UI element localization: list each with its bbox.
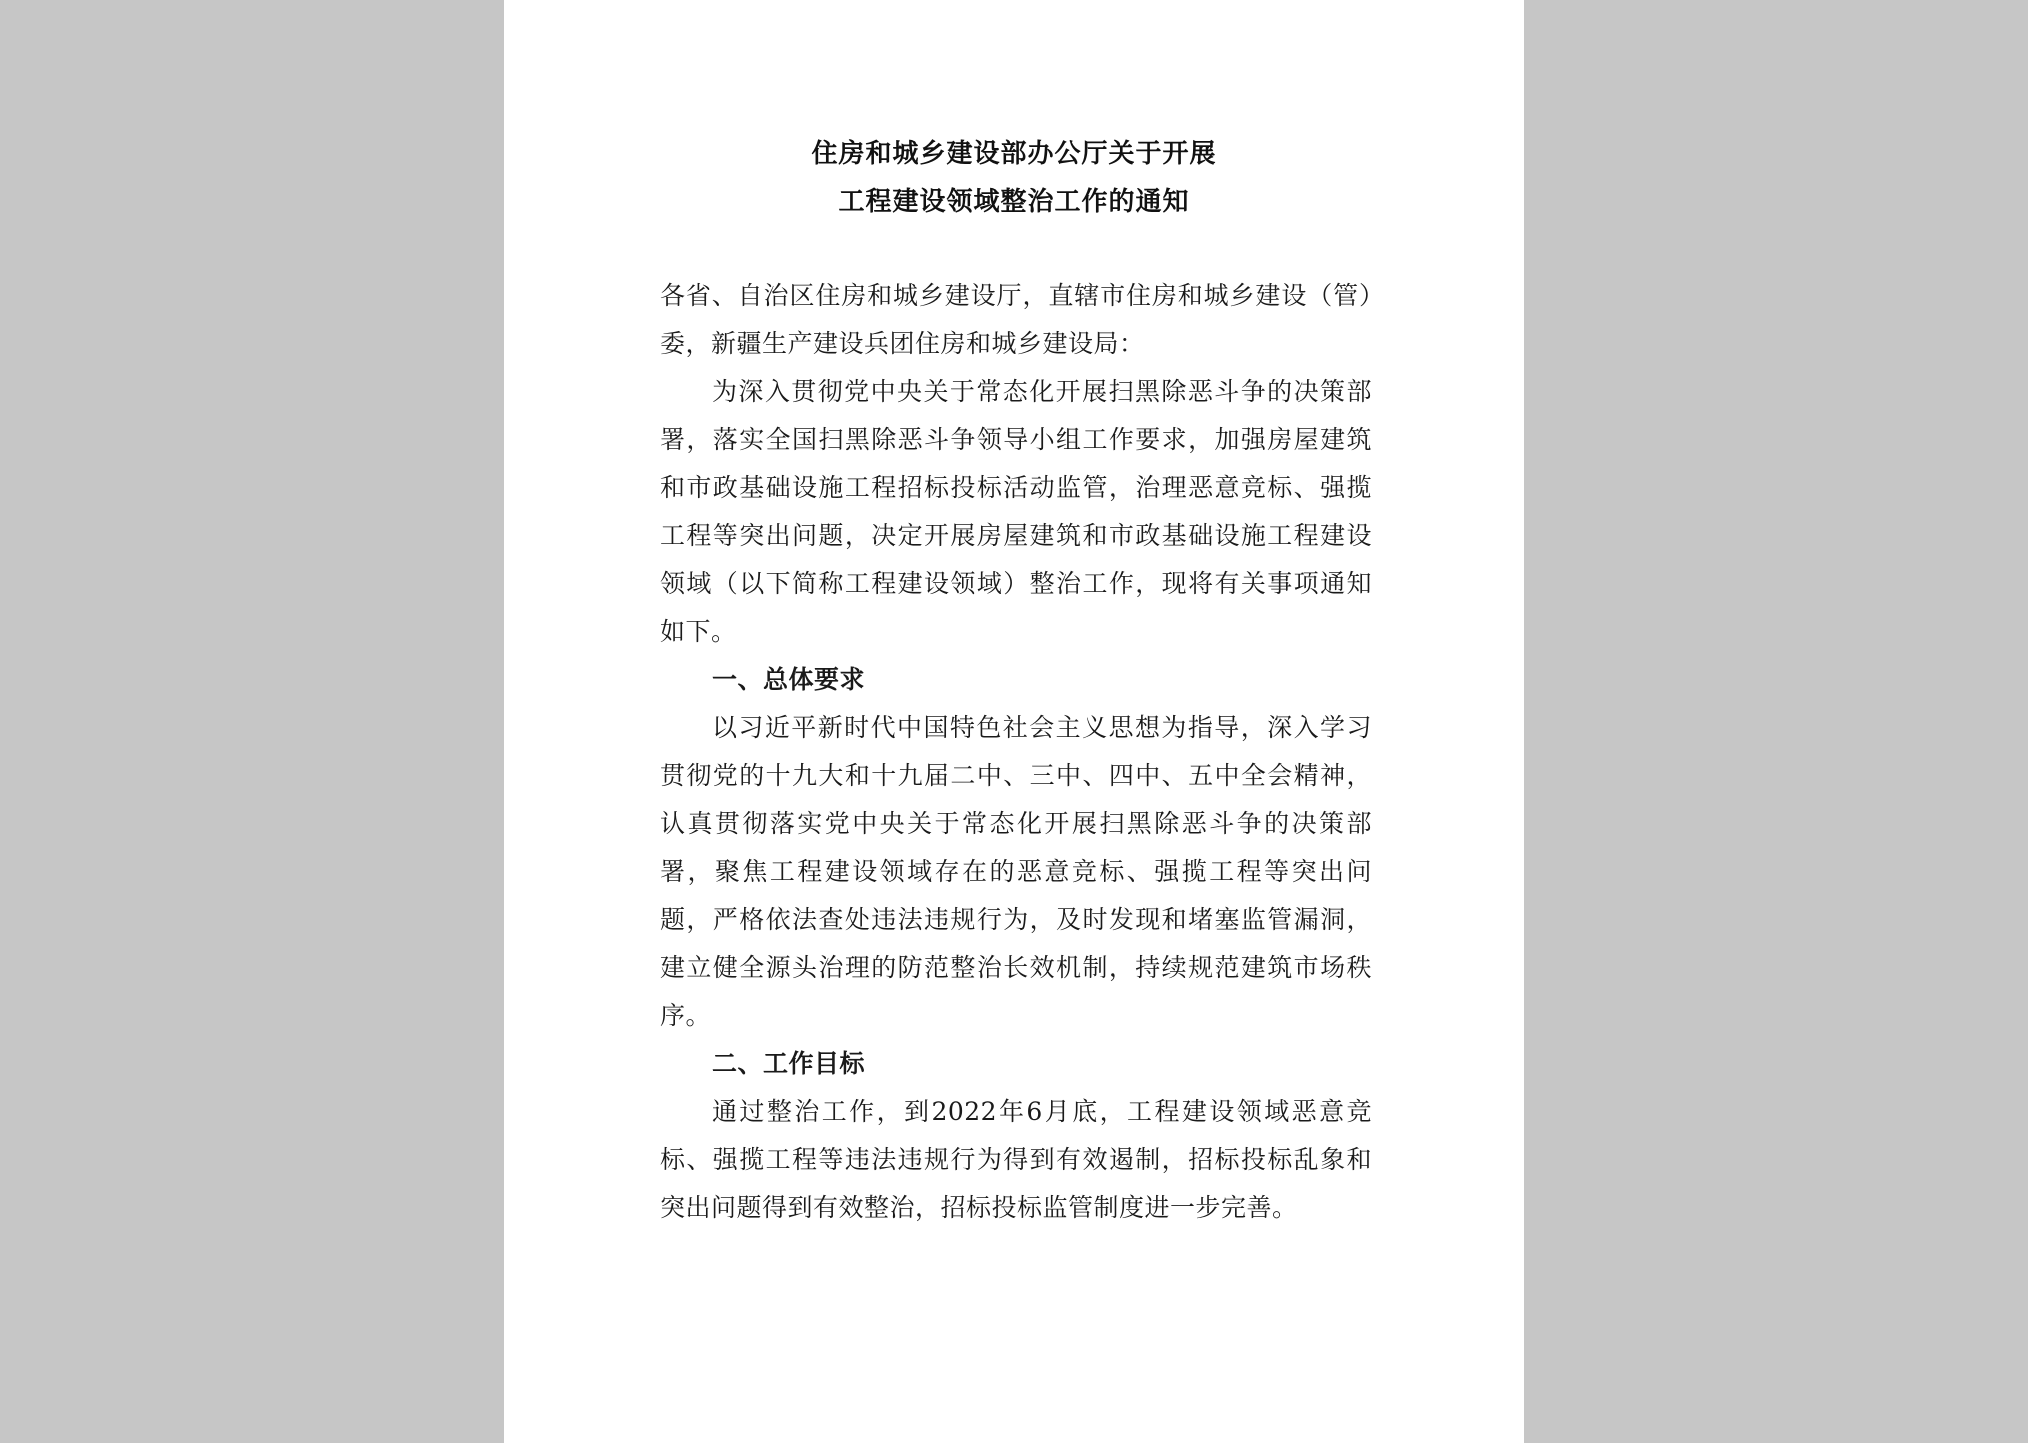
section-2-heading: 二、工作目标 bbox=[712, 1049, 866, 1078]
section-1-heading: 一、总体要求 bbox=[712, 665, 866, 694]
intro-paragraph: 为深入贯彻党中央关于常态化开展扫黑除恶斗争的决策部署，落实全国扫黑除恶斗争领导小组工作要求，加强房屋建筑和市政基础设施工程招标投标活动监管，治理恶意竞标、强揽工程等突出问题，决定开展房屋建筑和市政基础设施工程建设领域（以下简称工程建设领域）整治工作，现将有关事项通知如下。 bbox=[660, 377, 1372, 646]
document-title-line-2: 工程建设领域整治工作的通知 bbox=[838, 187, 1190, 217]
document-title-line-1: 住房和城乡建设部办公厅关于开展 bbox=[811, 139, 1217, 169]
document-page bbox=[504, 0, 1524, 1443]
salutation: 各省、自治区住房和城乡建设厅，直辖市住房和城乡建设（管）委，新疆生产建设兵团住房和城乡建设局： bbox=[660, 281, 1372, 358]
section-2-paragraph: 通过整治工作，到2022年6月底，工程建设领域恶意竞标、强揽工程等违法违规行为得到有效遏制，招标投标乱象和突出问题得到有效整治，招标投标监管制度进一步完善。 bbox=[660, 1097, 1372, 1222]
section-1-paragraph: 以习近平新时代中国特色社会主义思想为指导，深入学习贯彻党的十九大和十九届二中、三中、四中、五中全会精神，认真贯彻落实党中央关于常态化开展扫黑除恶斗争的决策部署，聚焦工程建设领域存在的恶意竞标、强揽工程等突出问题，严格依法查处违法违规行为，及时发现和堵塞监管漏洞，建立健全源头治理的防范整治长效机制，持续规范建筑市场秩序。 bbox=[660, 713, 1372, 1030]
document-body bbox=[660, 272, 1372, 1232]
